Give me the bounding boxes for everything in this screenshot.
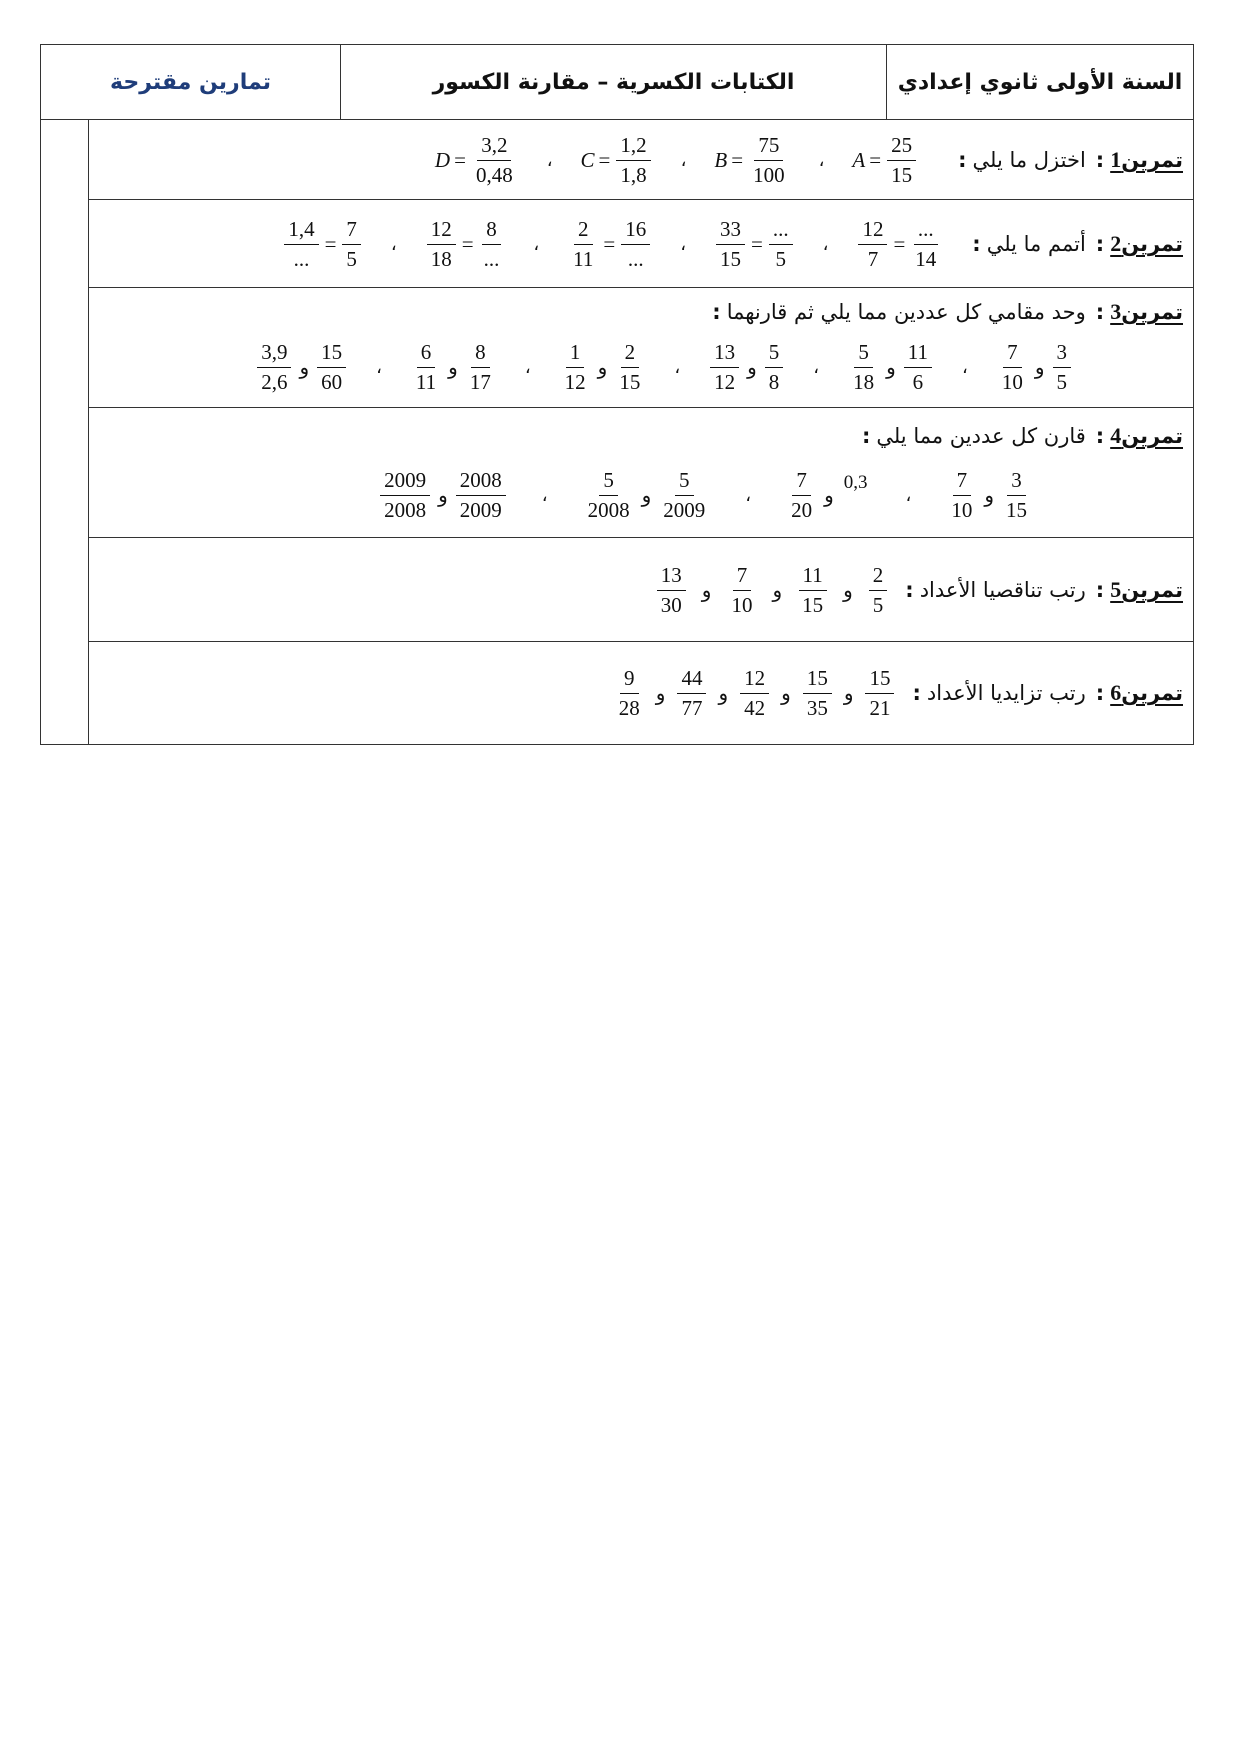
expr-b: B = $\frac{75}{100}$ (714, 133, 785, 187)
exercise-2: تمرين2 : أتمم ما يلي : $\frac{12}{7}$ = $\frac{...}{14}$ ، $\frac{33}{15}$ = $\frac{...}{5}$ ، $\frac{2}{11}$ = $\frac{16}{...}$ ، $\frac{12}{18}$ = $\frac{8}{...}$ ، $\frac{1,4}{...}$ = $\frac{7}{5}$ (89, 200, 1193, 288)
instruction: اختزل ما يلي (972, 148, 1086, 172)
exercise-label: تمرين4 (1110, 423, 1183, 448)
exercise-items: $\frac{15}{21}$ و $\frac{15}{35}$ و $\frac{12}{42}$ و $\frac{44}{77}$ و $\frac{9}{28}$ (613, 666, 897, 719)
exercise-label: تمرين3 (1110, 299, 1183, 324)
pair: $\frac{5}{2008}$ و $\frac{5}{2009}$ (587, 468, 706, 522)
exercise-items: $\frac{7}{10}$ و $\frac{3}{5}$ ، $\frac{5}{18}$ و $\frac{11}{6}$ ، $\frac{13}{12}$ و $\frac{5}{8}$ ، $\frac{1}{12}$ و $\frac{2}{15}$ ، $\frac{6}{11}$ و $\frac{8}{17}$ ، $\frac{3,9}{2,6}$ و $\frac{15}{60}$ (99, 332, 1073, 402)
exercise-items: A = $\frac{25}{15}$ ، B = $\frac{75}{100}$ ، C = $\frac{1,2}{1,8}$ ، D = $\frac{3,2}{0,48}$ (435, 133, 918, 186)
expr-d: D = $\frac{3,2}{0,48}$ (434, 133, 513, 187)
equation: $\frac{33}{15}$ = $\frac{...}{5}$ (714, 217, 795, 270)
instruction: قارن كل عددين مما يلي (876, 424, 1086, 448)
expr-c: C = $\frac{1,2}{1,8}$ (581, 133, 653, 186)
exercise-3: تمرين3 : وحد مقامي كل عددين مما يلي ثم قارنهما : $\frac{7}{10}$ و $\frac{3}{5}$ ، $\frac{5}{18}$ و $\frac{11}{6}$ ، $\frac{13}{12}$ و $\frac{5}{8}$ ، $\frac{1}{12}$ و $\frac{2}{15}$ ، $\frac{6}{11}$ و $\frac{8}{17}$ ، $\frac{3,9}{2,6}$ و $\frac{15}{60}$ (89, 288, 1193, 408)
left-margin-column (41, 120, 89, 744)
pair: $\frac{13}{12}$ و $\frac{5}{8}$ (708, 340, 785, 393)
pair: $\frac{1}{12}$ و $\frac{2}{15}$ (564, 340, 641, 394)
exercise-5: تمرين5 : رتب تناقصيا الأعداد : $\frac{2}{5}$ و $\frac{11}{15}$ و $\frac{7}{10}$ و $\frac{13}{30}$ (89, 538, 1193, 642)
exercise-4: تمرين4 : قارن كل عددين مما يلي : $\frac{7}{10}$ و $\frac{3}{15}$ ، $\frac{7}{20}$ و 0,3 ، $\frac{5}{2008}$ و $\frac{5}{2009}$ ، $\frac{2009}{2008}$ و $\frac{2008}{2009}$ (89, 408, 1193, 538)
exercise-items: $\frac{12}{7}$ = $\frac{...}{14}$ ، $\frac{33}{15}$ = $\frac{...}{5}$ ، $\frac{2}{11}$ = $\frac{16}{...}$ ، $\frac{12}{18}$ = $\frac{8}{...}$ ، $\frac{1,4}{...}$ = $\frac{7}{5}$ (282, 217, 942, 270)
pair: $\frac{7}{20}$ و 0,3 (791, 468, 868, 522)
equation: $\frac{1,4}{...}$ = $\frac{7}{5}$ (282, 217, 363, 270)
exercise-label: تمرين5 (1110, 577, 1183, 602)
equation: $\frac{12}{18}$ = $\frac{8}{...}$ (425, 217, 506, 270)
exercise-items: $\frac{2}{5}$ و $\frac{11}{15}$ و $\frac{7}{10}$ و $\frac{13}{30}$ (655, 563, 890, 616)
pair: $\frac{6}{11}$ و $\frac{8}{17}$ (415, 340, 491, 394)
header-title: الكتابات الكسرية – مقارنة الكسور (340, 45, 886, 119)
header (40, 44, 1194, 120)
pair: $\frac{7}{10}$ و $\frac{3}{5}$ (996, 340, 1073, 393)
header-level: السنة الأولى ثانوي إعدادي (886, 45, 1193, 119)
exercise-label: تمرين1 (1110, 147, 1183, 172)
expr-a: A = $\frac{25}{15}$ (852, 133, 918, 186)
instruction: أتمم ما يلي (986, 232, 1086, 256)
exercise-label: تمرين6 (1110, 680, 1183, 705)
equation: $\frac{2}{11}$ = $\frac{16}{...}$ (567, 217, 652, 270)
pair: $\frac{5}{18}$ و $\frac{11}{6}$ (847, 340, 934, 393)
header-tag: تمارين مقترحة (110, 69, 271, 95)
pair: $\frac{2009}{2008}$ و $\frac{2008}{2009}$ (378, 468, 508, 521)
exercise-list (89, 120, 1193, 744)
worksheet (40, 44, 1194, 745)
exercise-6: تمرين6 : رتب تزايديا الأعداد : $\frac{15}{21}$ و $\frac{15}{35}$ و $\frac{12}{42}$ و $\frac{44}{77}$ و $\frac{9}{28}$ (89, 642, 1193, 744)
instruction: رتب تزايديا الأعداد (926, 681, 1086, 705)
equation: $\frac{12}{7}$ = $\frac{...}{14}$ (856, 217, 942, 270)
exercise-label: تمرين2 (1110, 231, 1183, 256)
pair: $\frac{3,9}{2,6}$ و $\frac{15}{60}$ (255, 340, 348, 393)
instruction: وحد مقامي كل عددين مما يلي ثم قارنهما (726, 300, 1086, 324)
exercise-items: $\frac{7}{10}$ و $\frac{3}{15}$ ، $\frac{7}{20}$ و 0,3 ، $\frac{5}{2008}$ و $\frac{5}{2009}$ ، $\frac{2009}{2008}$ و $\frac{2008}{2009}$ (99, 458, 1033, 532)
exercise-1: تمرين1 : اختزل ما يلي : A = $\frac{25}{15}$ ، B = $\frac{75}{100}$ ، C = $\frac{1,2}{1,8}$ ، D = $\frac{3,2}{0,48}$ (89, 120, 1193, 200)
instruction: رتب تناقصيا الأعداد (919, 578, 1086, 602)
pair: $\frac{7}{10}$ و $\frac{3}{15}$ (951, 468, 1027, 522)
exercises-body (40, 120, 1194, 745)
